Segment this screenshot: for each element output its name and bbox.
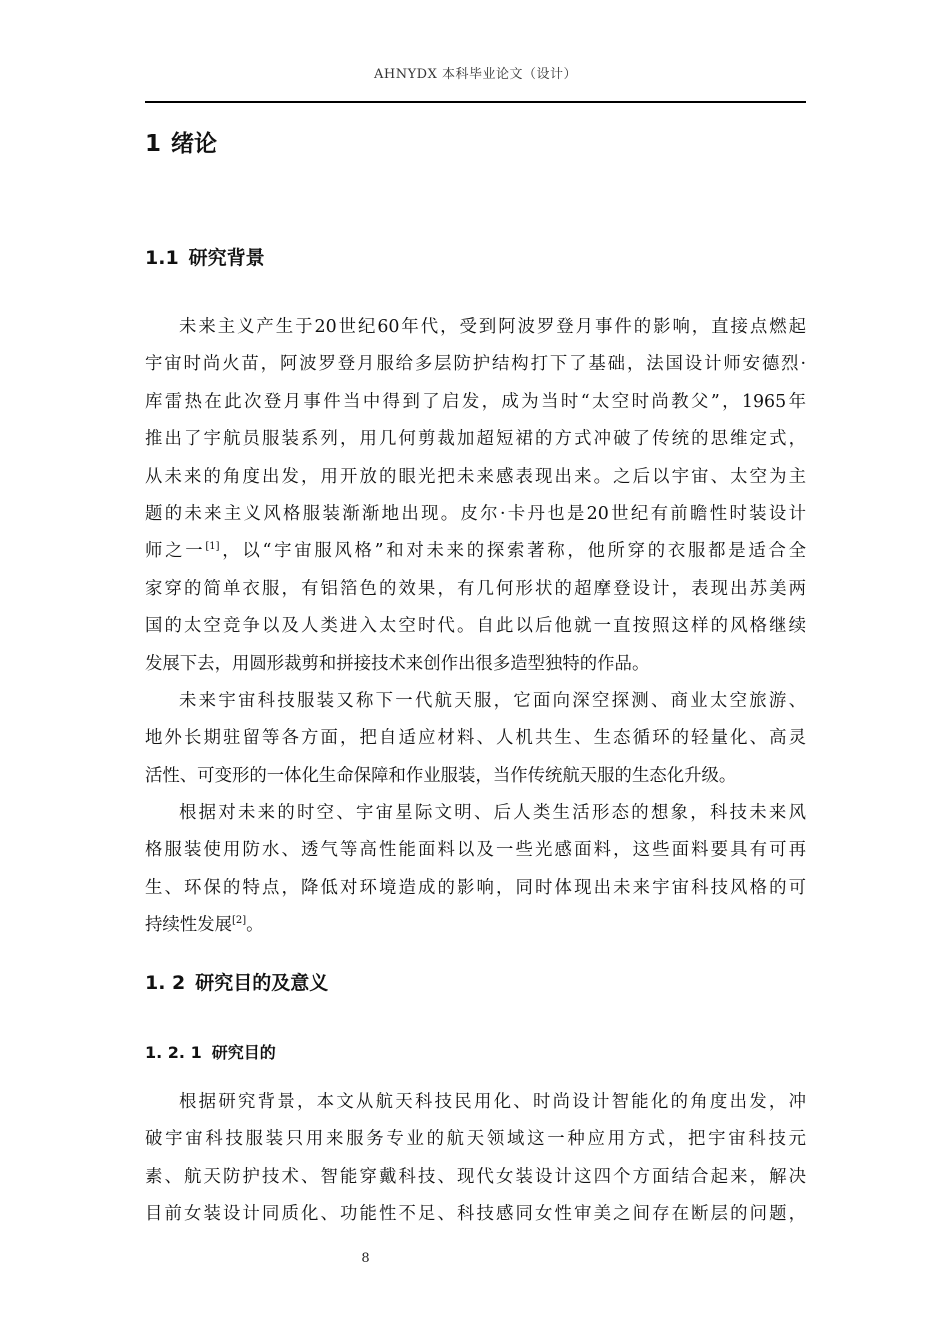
text-line: 根据对未来的时空、宇宙星际文明、后人类生活形态的想象，科技未来风 (179, 803, 806, 824)
running-header: AHNYDX 本科毕业论文（设计） (374, 67, 577, 82)
section-number: 1.1 (145, 247, 179, 269)
text-segment: 持续性发展 (145, 915, 232, 936)
chapter-heading (145, 125, 217, 158)
section-number: 1. 2 (145, 972, 186, 994)
page-number: 8 (361, 1251, 370, 1266)
text-line: 国的太空竞争以及人类进入太空时代。自此以后他就一直按照这样的风格继续 (145, 616, 806, 637)
text-line: 目前女装设计同质化、功能性不足、科技感同女性审美之间存在断层的问题， (145, 1204, 806, 1225)
text-line: 家穿的简单衣服，有铝箔色的效果，有几何形状的超摩登设计，表现出苏美两 (145, 578, 806, 599)
text-line: 从未来的角度出发，用开放的眼光把未来感表现出来。之后以宇宙、太空为主 (145, 466, 806, 487)
header-rule (145, 101, 806, 103)
text-line: 题的未来主义风格服装渐渐地出现。皮尔·卡丹也是20世纪有前瞻性时装设计 (145, 503, 806, 524)
text-line: 库雷热在此次登月事件当中得到了启发，成为当时“太空时尚教父”，1965年 (145, 391, 806, 412)
text-line: 发展下去，用圆形裁剪和拼接技术来创作出很多造型独特的作品。 (145, 653, 650, 674)
text-line: 根据研究背景，本文从航天科技民用化、时尚设计智能化的角度出发，冲 (179, 1092, 806, 1112)
section-heading-1-2 (145, 968, 328, 995)
text-line: 破宇宙科技服装只用来服务专业的航天领域这一种应用方式，把宇宙科技元 (145, 1129, 806, 1150)
text-segment: 师之一 (145, 541, 206, 562)
chapter-number: 1 (145, 131, 162, 157)
subsection-title: 研究目的 (211, 1043, 276, 1062)
chapter-title: 绪论 (171, 131, 218, 157)
purpose-paragraph (145, 1084, 806, 1234)
text-segment: 。 (246, 915, 264, 936)
subsection-number: 1. 2. 1 (145, 1043, 202, 1062)
text-line: 格服装使用防水、透气等高性能面料以及一些光感面料，这些面料要具有可再 (145, 840, 806, 861)
text-line: 宇宙时尚火苗，阿波罗登月服给多层防护结构打下了基础，法国设计师安德烈· (145, 354, 806, 375)
section-heading-1-1 (145, 243, 265, 270)
text-line (145, 907, 806, 944)
text-line: 活性、可变形的一体化生命保障和作业服装，当作传统航天服的生态化升级。 (145, 765, 737, 786)
subsection-heading-1-2-1 (145, 1040, 276, 1063)
text-line: 未来宇宙科技服装又称下一代航天服，它面向深空探测、商业太空旅游、 (179, 690, 806, 711)
text-line: 未来主义产生于20世纪60年代，受到阿波罗登月事件的影响，直接点燃起 (179, 317, 806, 337)
background-paragraphs (145, 309, 806, 945)
text-line (145, 533, 806, 570)
text-line: 推出了宇航员服装系列，用几何剪裁加超短裙的方式冲破了传统的思维定式， (145, 429, 806, 450)
text-line: 地外长期驻留等各方面，把自适应材料、人机共生、生态循环的轻量化、高灵 (145, 728, 806, 749)
citation-1: [1] (205, 541, 220, 553)
text-segment: ，以“宇宙服风格”和对未来的探索著称，他所穿的衣服都是适合全 (219, 541, 806, 562)
text-line: 生、环保的特点，降低对环境造成的影响，同时体现出未来宇宙科技风格的可 (145, 877, 806, 898)
text-line: 素、航天防护技术、智能穿戴科技、现代女装设计这四个方面结合起来，解决 (145, 1166, 806, 1187)
section-title: 研究目的及意义 (195, 972, 329, 994)
citation-2: [2] (231, 915, 247, 927)
section-title: 研究背景 (188, 247, 265, 269)
